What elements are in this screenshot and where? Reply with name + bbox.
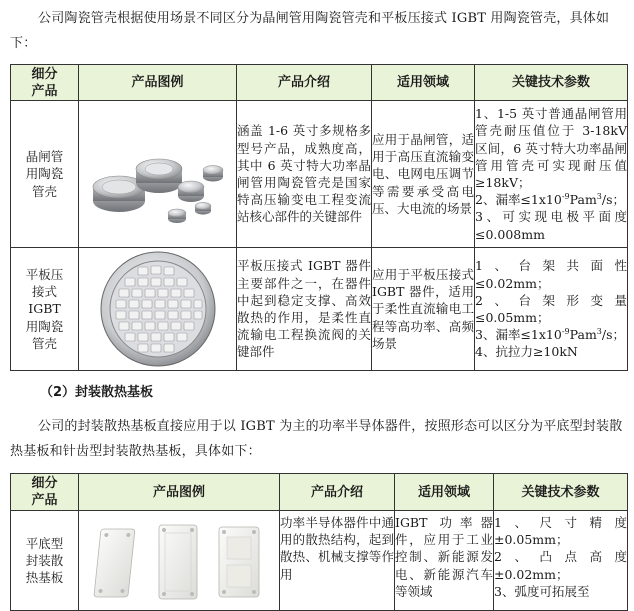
baseplate-paragraph: 公司的封装散热基板直接应用于以 IGBT 为主的功率半导体器件，按照形态可以区分为平底型封装散热基板和针齿型封装散热基板，具体如下： [10,419,623,459]
igbt-press-pack-housing-photo [79,248,237,371]
product-name: 晶闸管用陶瓷管壳 [11,101,79,248]
header-intro: 产品介绍 [237,65,372,101]
intro-paragraph: 公司陶瓷管壳根据使用场景不同区分为晶闸管用陶瓷管壳和平板压接式 IGBT 用陶瓷管壳，具体如下： [10,11,610,51]
baseplate-table [10,473,628,611]
flat-baseplates-image [79,511,280,610]
product-name: 平底型封装散热基板 [11,511,79,611]
product-intro: 涵盖 1-6 英寸多规格多型号产品，成熟度高，其中 6 英寸特大功率晶闸管用陶瓷管壳是国家特高压输变电工程变流站核心部件的关键部件 [237,101,372,248]
header-image: 产品图例 [79,474,280,511]
table-header-row [11,474,628,511]
flat-baseplate-photo [79,511,280,611]
header-application: 适用领域 [395,474,494,511]
product-params: 1、台架共面性≤0.02mm； 2、台架形变量≤0.05mm； 3、漏率$\le 1x10^{-9}Pam^3/s$； 4、抗拉力≥10kN [475,248,628,371]
table-row [11,101,628,248]
header-params: 关键技术参数 [494,474,628,511]
product-intro: 功率半导体器件中通用的散热结构，起到散热、机械支撑等作用 [280,511,395,611]
table-header-row [11,65,628,101]
product-application: IGBT 功率器件，应用于工业控制、新能源发电、新能源汽车等领域 [395,511,494,611]
header-image: 产品图例 [79,65,237,101]
section-heading: （2）封装散热基板 [40,385,154,400]
product-application: 应用于平板压接式 IGBT 器件，适用于柔性直流输电工程等高功率、高频场景 [372,248,475,371]
product-params: 1、尺寸精度±0.05mm； 2、凸点高度±0.02mm； 3、弧度可拓展至 [494,511,628,611]
ceramic-housing-table [10,64,628,371]
product-application: 应用于晶闸管，适用于高压直流输变电、电网电压调节等需要承受高电压、大电流的场景 [372,101,475,248]
header-segment: 细分产品 [11,65,79,101]
thyristor-ceramic-housings-photo [79,101,237,248]
header-application: 适用领域 [372,65,475,101]
product-intro: 平板压接式 IGBT 器件主要部件之一，在器件中起到稳定支撑、高效散热的作用，是柔性直流输电工程换流阀的关键部件 [237,248,372,371]
header-segment: 细分产品 [11,474,79,511]
table-row [11,511,628,611]
header-params: 关键技术参数 [475,65,628,101]
table-row [11,248,628,371]
product-name: 平板压接式 IGBT 用陶瓷管壳 [11,248,79,371]
igbt-housing-image [79,248,237,370]
thyristor-housings-image [79,101,237,247]
product-params: 1、1-5 英寸普通晶闸管用管壳耐压值位于 3-18kV 区间，6 英寸特大功率晶闸管用管壳可实现耐压值≥18kV； 2、漏率$\le 1x10^{-9}Pam^3/s$； 3、可实现电极平面度≤0.008mm [475,101,628,248]
header-intro: 产品介绍 [280,474,395,511]
